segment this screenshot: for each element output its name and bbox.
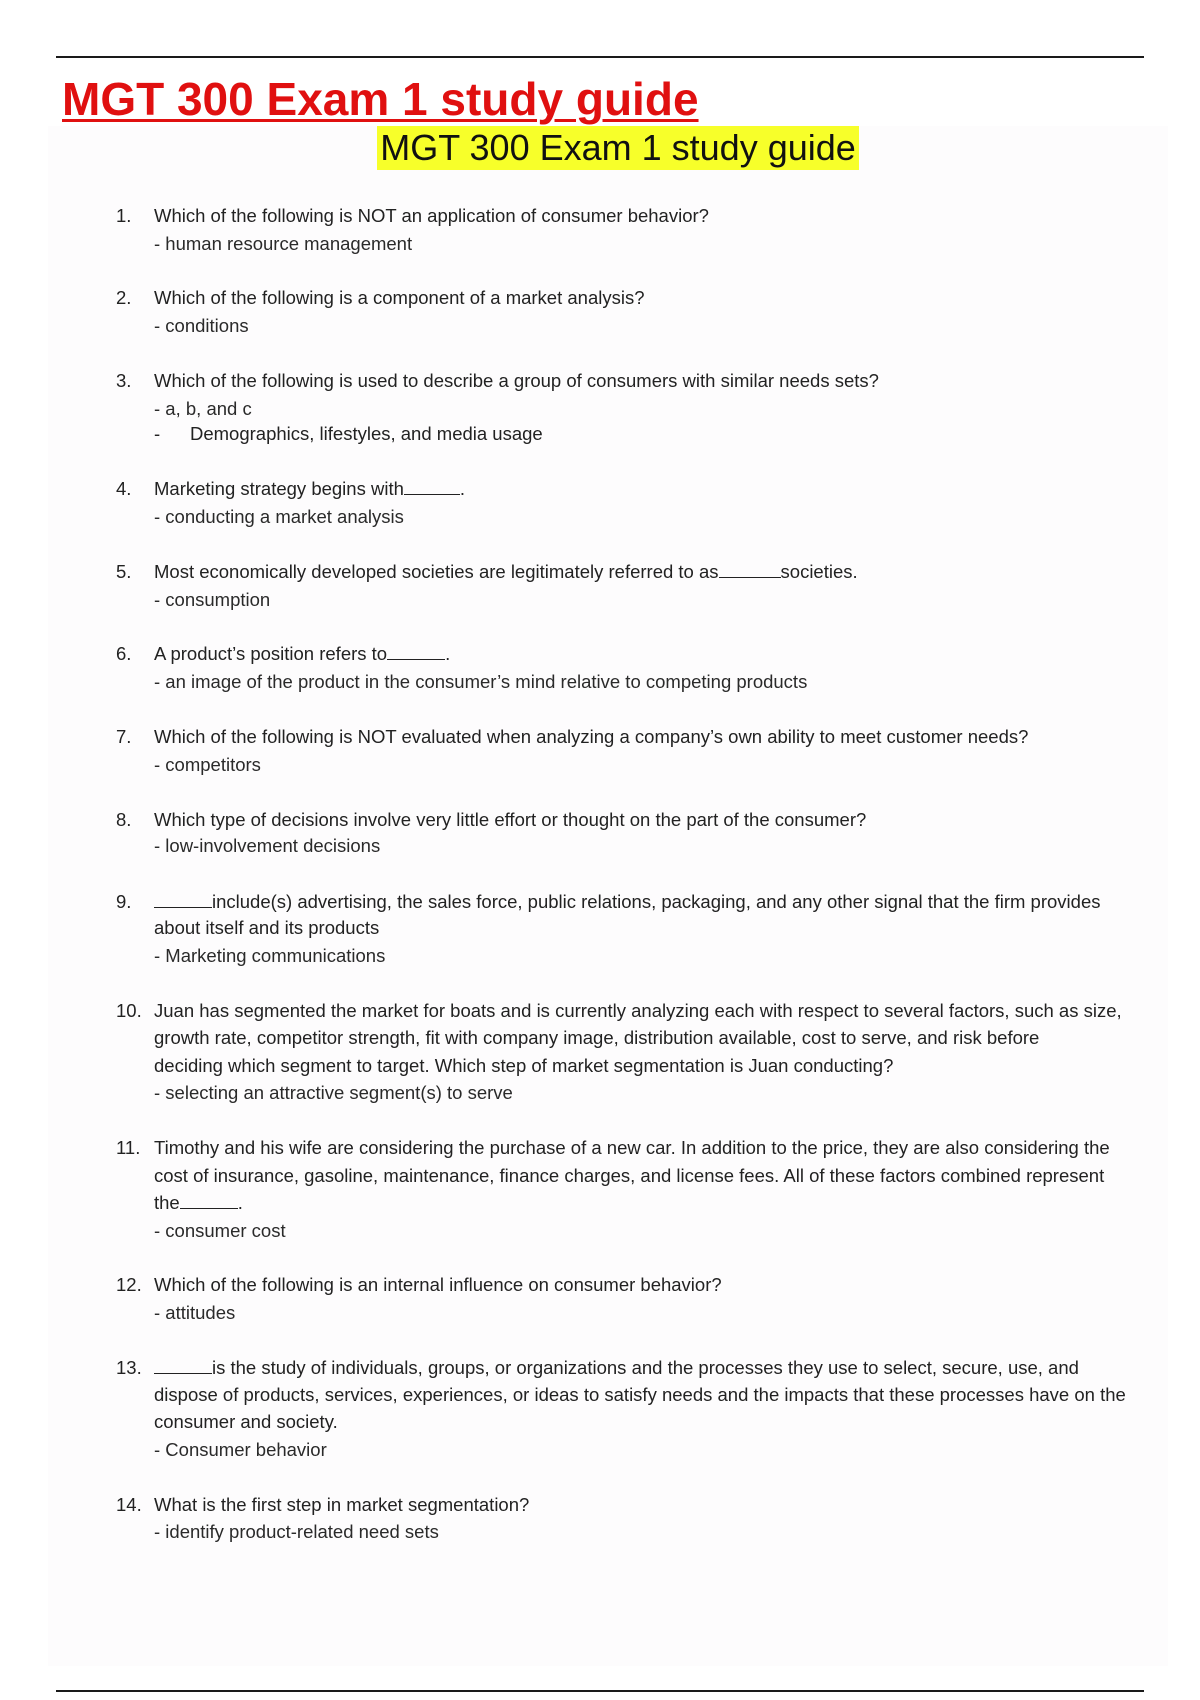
bullet-dash: - [154,423,161,444]
question-number: 2. [116,287,132,308]
question-text: Most economically developed societies are legitimately referred to as [154,561,719,582]
document-title: MGT 300 Exam 1 study guide [62,73,699,125]
question-text: dispose of products, services, experiences, or ideas to satisfy needs and the impacts that these processes have on the [154,1384,1126,1405]
answer-text: - selecting an attractive segment(s) to serve [154,1082,513,1103]
question-text: growth rate, competitor strength, fit with company image, distribution available, cost to serve, and risk before [154,1027,1040,1048]
fill-blank [719,559,781,578]
fill-blank [404,476,460,495]
question-number: 1. [116,205,132,226]
question-number: 13. [116,1357,142,1378]
question-text: Which type of decisions involve very little effort or thought on the part of the consumer? [154,809,867,830]
question-text-end: . [459,478,466,499]
question-text: Which of the following is NOT an application of consumer behavior? [154,205,709,226]
question-text: Juan has segmented the market for boats and is currently analyzing each with respect to several factors, such as size, [154,1000,1122,1021]
question-number: 11. [116,1137,141,1158]
answer-text: - attitudes [154,1302,236,1323]
question-number: 6. [116,643,132,664]
question-number: 9. [116,891,132,912]
question-text: is the study of individuals, groups, or organizations and the processes they use to select, secure, use, and [212,1357,1079,1378]
question-number: 4. [116,478,132,499]
fill-blank [387,641,445,660]
answer-text: - an image of the product in the consumer’s mind relative to competing products [154,671,808,692]
question-text: Which of the following is a component of a market analysis? [154,287,645,308]
subtitle-wrap [0,126,1200,170]
question-text: What is the first step in market segmentation? [154,1494,530,1515]
answer-text: - consumer cost [154,1220,286,1241]
question-text: cost of insurance, gasoline, maintenance, finance charges, and license fees. All of these factors combined represent [154,1165,1105,1186]
fill-blank [154,889,212,908]
question-text: consumer and society. [154,1411,338,1432]
question-number: 8. [116,809,132,830]
question-text: include(s) advertising, the sales force, public relations, packaging, and any other signal that the firm provides [212,891,1101,912]
question-text: about itself and its products [154,917,380,938]
question-number: 7. [116,726,132,747]
question-text: Which of the following is used to describe a group of consumers with similar needs sets? [154,370,879,391]
answer-text: - consumption [154,589,271,610]
answer-text: - Marketing communications [154,945,386,966]
fill-blank [154,1355,212,1374]
bottom-rule [56,1690,1144,1692]
answer-text: - human resource management [154,233,413,254]
answer-text: - conducting a market analysis [154,506,404,527]
question-number: 12. [116,1274,142,1295]
question-text: the [154,1192,180,1213]
document-subtitle: MGT 300 Exam 1 study guide [377,126,859,170]
question-text-end: . [445,643,451,664]
top-rule [56,56,1144,58]
question-text: Marketing strategy begins with [154,478,404,499]
answer-text: - low-involvement decisions [154,835,381,856]
answer-text: - Consumer behavior [154,1439,327,1460]
answer-text: - competitors [154,754,261,775]
question-text: Timothy and his wife are considering the purchase of a new car. In addition to the price, they are also considering the [154,1137,1110,1158]
answer-text: - identify product-related need sets [154,1521,439,1542]
question-number: 10. [116,1000,142,1021]
question-number: 14. [116,1494,142,1515]
answer-text: Demographics, lifestyles, and media usage [190,423,543,444]
question-text: Which of the following is NOT evaluated when analyzing a company’s own ability to meet customer needs? [154,726,1029,747]
question-text: Which of the following is an internal influence on consumer behavior? [154,1274,722,1295]
question-text-end: societies. [780,561,858,582]
question-number: 3. [116,370,132,391]
answer-text: - a, b, and c [154,398,252,419]
fill-blank [180,1190,238,1209]
question-number: 5. [116,561,132,582]
question-text: deciding which segment to target. Which step of market segmentation is Juan conducting? [154,1055,894,1076]
question-text-end: . [237,1192,243,1213]
answer-text: - conditions [154,315,249,336]
question-text: A product’s position refers to [154,643,388,664]
